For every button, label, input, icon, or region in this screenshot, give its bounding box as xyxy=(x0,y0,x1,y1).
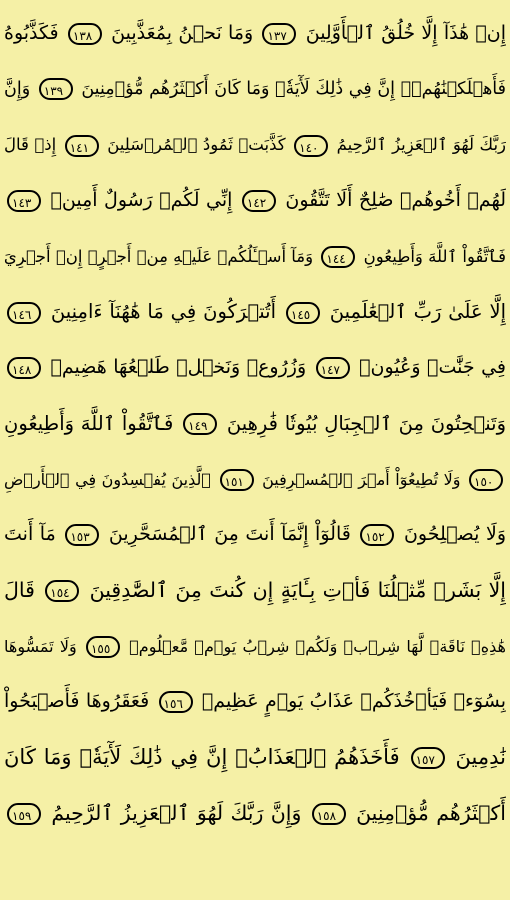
ayah-number-marker: ١٣٩ xyxy=(39,78,73,100)
ayah-number-marker: ١٤٧ xyxy=(316,357,350,379)
verse-text: إِنِّي لَكُمۡ رَسُولٌ أَمِينٞ xyxy=(50,189,233,212)
verse-text: لَهُمۡ أَخُوهُمۡ صَٰلِحٌ أَلَا تَتَّقُونَ xyxy=(285,189,506,212)
verse-text: وَإِنَّ xyxy=(4,78,31,99)
ayah-number-marker: ١٥٣ xyxy=(65,524,99,546)
verse-text: كَذَّبَتۡ ثَمُودُ ٱلۡمُرۡسَلِينَ xyxy=(107,135,286,155)
ayah-number-marker: ١٥٩ xyxy=(7,803,41,825)
ayah-number-marker: ١٤٣ xyxy=(7,190,41,212)
text-line xyxy=(4,284,506,340)
verse-text: أَتُتۡرَكُونَ فِي مَا هَٰهُنَآ ءَامِنِينَ xyxy=(50,300,276,324)
text-line xyxy=(4,619,506,675)
verse-text: إِذۡ قَالَ xyxy=(4,135,57,155)
verse-text: وَلَا تَمَسُّوهَا xyxy=(4,636,77,656)
verse-text: فَعَقَرُوهَا فَأَصۡبَحُواْ xyxy=(4,690,150,713)
verse-text: فِي جَنَّٰتٖ وَعُيُونٖ xyxy=(359,356,506,379)
ayah-number-marker: ١٤٩ xyxy=(183,413,217,435)
ayah-number-marker: ١٥٢ xyxy=(360,524,394,546)
verse-text: ٱلَّذِينَ يُفۡسِدُونَ فِي ٱلۡأَرۡضِ xyxy=(4,469,211,489)
ayah-number-marker: ١٤٠ xyxy=(294,135,328,157)
verse-text: هَٰذِهِۦ نَاقَةٞ لَّهَا شِرۡبٞ وَلَكُمۡ شِرۡبُ يَوۡمٖ مَّعۡلُومٖ xyxy=(129,636,506,656)
verse-text: بِسُوٓءٖ فَيَأۡخُذَكُمۡ عَذَابُ يَوۡمٍ عَظِيمٖ xyxy=(201,690,506,713)
ayah-number-marker: ١٣٧ xyxy=(262,23,296,45)
ayah-number-marker: ١٤٨ xyxy=(7,357,41,379)
ayah-number-marker: ١٥١ xyxy=(220,469,254,491)
ayah-number-marker: ١٤٢ xyxy=(242,190,276,212)
verse-text: أَكۡثَرُهُم مُّؤۡمِنِينَ xyxy=(356,800,506,825)
verse-text: وَلَا تُطِيعُوٓاْ أَمۡرَ ٱلۡمُسۡرِفِينَ xyxy=(262,469,461,489)
verse-text: فَأَخَذَهُمُ ٱلۡعَذَابُۚ إِنَّ فِي ذَٰلِكَ لَأٓيَةٗۖ وَمَا كَانَ xyxy=(4,744,400,769)
text-line xyxy=(4,340,506,396)
text-line xyxy=(4,6,506,62)
ayah-number-marker: ١٥٥ xyxy=(86,636,120,658)
verse-text: وَزُرُوعٖ وَنَخۡلٖ طَلۡعُهَا هَضِيمٞ xyxy=(50,356,307,379)
text-line xyxy=(4,786,506,842)
verse-text: فَٱتَّقُواْ ٱللَّهَ وَأَطِيعُونِ xyxy=(363,246,506,266)
ayah-number-marker: ١٤٦ xyxy=(7,302,41,324)
verse-text: قَالَ xyxy=(4,577,35,602)
text-line xyxy=(4,452,506,508)
ayah-number-marker: ١٥٠ xyxy=(469,469,503,491)
verse-text: فَكَذَّبُوهُ xyxy=(4,22,59,44)
ayah-number-marker: ١٤١ xyxy=(65,135,99,157)
ayah-number-marker: ١٥٦ xyxy=(159,691,193,713)
verse-text: وَإِنَّ رَبَّكَ لَهُوَ ٱلۡعَزِيزُ ٱلرَّحِيمُ xyxy=(51,800,302,825)
ayah-number-marker: ١٤٤ xyxy=(321,246,355,268)
text-line xyxy=(4,730,506,786)
ayah-number-marker: ١٤٥ xyxy=(286,302,320,324)
verse-text: فَأَهۡلَكۡنَٰهُمۡۚ إِنَّ فِي ذَٰلِكَ لَأٓيَةٗۖ وَمَا كَانَ أَكۡثَرُهُم مُّؤۡمِنِينَ xyxy=(81,78,506,99)
verse-text: وَمَآ أَسۡـَٔلُكُمۡ عَلَيۡهِ مِنۡ أَجۡرٍۖ إِنۡ أَجۡرِيَ xyxy=(4,246,314,266)
verse-text: مَآ أَنتَ xyxy=(4,523,56,546)
verse-text: نَٰدِمِينَ xyxy=(455,744,506,769)
verse-text: وَتَنۡحِتُونَ مِنَ ٱلۡجِبَالِ بُيُوتٗا فَٰرِهِينَ xyxy=(226,411,506,435)
ayah-number-marker: ١٣٨ xyxy=(68,23,102,45)
text-line xyxy=(4,229,506,285)
text-line xyxy=(4,117,506,173)
verse-text: فَٱتَّقُواْ ٱللَّهَ وَأَطِيعُونِ xyxy=(4,411,174,435)
ayah-number-marker: ١٥٧ xyxy=(411,747,445,769)
verse-text: وَمَا نَحۡنُ بِمُعَذَّبِينَ xyxy=(111,22,254,44)
text-line xyxy=(4,396,506,452)
verse-text: قَالُوٓاْ إِنَّمَآ أَنتَ مِنَ ٱلۡمُسَحَّرِينَ xyxy=(108,523,351,546)
verse-text: إِلَّا عَلَىٰ رَبِّ ٱلۡعَٰلَمِينَ xyxy=(329,300,506,324)
ayah-number-marker: ١٥٤ xyxy=(45,580,79,602)
verse-text: رَبَّكَ لَهُوَ ٱلۡعَزِيزُ ٱلرَّحِيمُ xyxy=(336,135,506,155)
text-line xyxy=(4,173,506,229)
text-line xyxy=(4,507,506,563)
ayah-number-marker: ١٥٨ xyxy=(312,803,346,825)
verse-text: وَلَا يُصۡلِحُونَ xyxy=(403,523,506,546)
verse-text: إِلَّا بَشَرٞ مِّثۡلُنَا فَأۡتِ بِـَٔايَةٍ إِن كُنتَ مِنَ ٱلصَّٰدِقِينَ xyxy=(89,577,506,602)
verse-text: إِنۡ هَٰذَآ إِلَّا خُلُقُ ٱلۡأَوَّلِينَ xyxy=(305,22,506,44)
text-line xyxy=(4,62,506,118)
text-line xyxy=(4,674,506,730)
text-line xyxy=(4,563,506,619)
